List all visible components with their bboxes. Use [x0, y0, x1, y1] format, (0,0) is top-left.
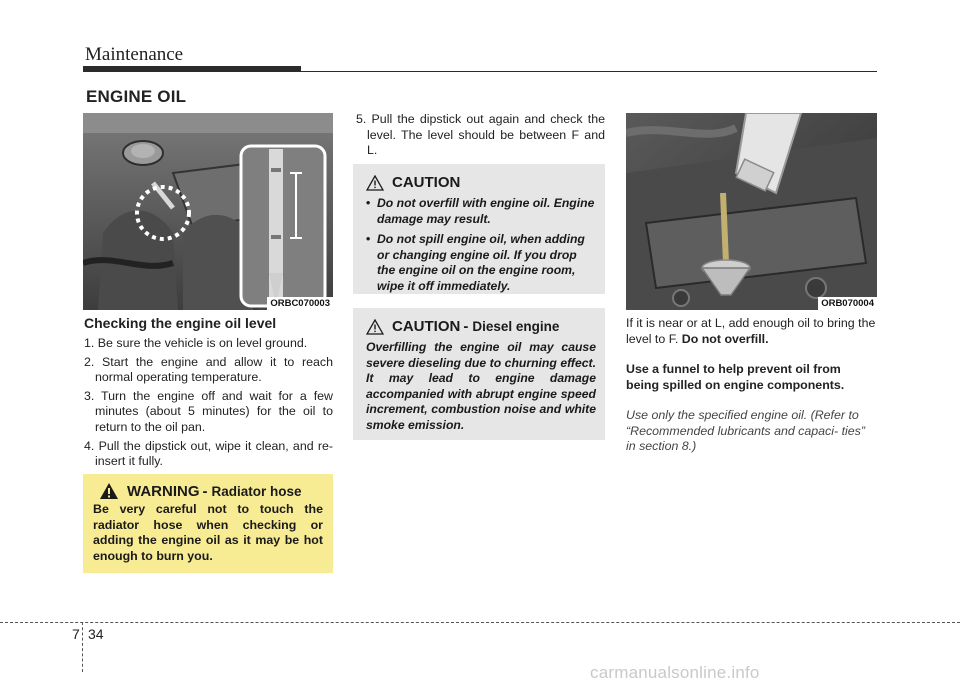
paragraph-funnel: Use a funnel to help prevent oil from being spilled on engine components.: [626, 362, 845, 392]
header-rule: [301, 71, 877, 72]
step-item: 1. Be sure the vehicle is on level ground.: [84, 336, 308, 350]
do-not-overfill: Do not overfill.: [681, 331, 769, 346]
section-title: Maintenance: [85, 44, 184, 65]
image-code-left: ORBC070003: [267, 297, 333, 310]
warning-word: WARNING: [127, 482, 200, 500]
oil-funnel-image: [626, 113, 877, 310]
paragraph-specified-oil: Use only the specified engine oil. (Refer to “Recommended lubricants and capaci- ties” in section 8.): [626, 408, 865, 454]
caution-separator: -: [463, 318, 469, 335]
header-bar: [83, 66, 301, 72]
step-item: 4. Pull the dipstick out, wipe it clean, and re-insert it fully.: [84, 438, 333, 469]
step-5: 5. Pull the dipstick out again and check the level. The level should be between F and L.: [356, 112, 605, 158]
warning-body: Be very careful not to touch the radiator hose when checking or adding the engine oil as it may be hot enough to burn you.: [93, 502, 323, 563]
page-heading: ENGINE OIL: [86, 87, 187, 106]
warning-separator: -: [202, 482, 208, 500]
caution-body: Overfilling the engine oil may cause severe dieseling due to churning effect. It may lead to engine damage accompanied with abrupt engine speed increment, combustion noise and white smoke emission.: [366, 340, 596, 432]
watermark: carmanualsonline.info: [590, 663, 760, 682]
step-item: 2. Start the engine and allow it to reach normal operating temperature.: [84, 354, 333, 385]
image-code-right: ORB070004: [818, 297, 877, 310]
footer-rule: [0, 622, 960, 623]
subheading: Checking the engine oil level: [84, 315, 277, 331]
caution-title: [366, 318, 596, 335]
caution-triangle-icon: [366, 175, 384, 191]
caution-diesel-box: [353, 308, 605, 440]
engine-dipstick-image: [83, 113, 333, 310]
caution-box: [353, 164, 605, 294]
caution-subject: Diesel engine: [472, 319, 560, 334]
warning-triangle-icon: [99, 482, 119, 500]
paragraph-add-oil: [626, 316, 877, 347]
caution-title: [366, 174, 596, 191]
caution-triangle-icon: [366, 319, 384, 335]
step-item: 3. Turn the engine off and wait for a few minutes (about 5 minutes) for the oil to return to the oil pan.: [84, 388, 333, 434]
caution-word: CAUTION: [392, 174, 461, 191]
caution-item: • Do not overfill with engine oil. Engine damage may result.: [366, 196, 596, 227]
warning-title: [99, 482, 323, 500]
footer-divider: [82, 622, 83, 672]
caution-list: [366, 196, 596, 295]
steps-list: [84, 336, 333, 473]
paragraph-add-oil-text: If it is near or at L, add enough oil to bring the level to F.: [626, 316, 876, 346]
caution-word: CAUTION: [392, 318, 461, 335]
page-number: 34: [88, 626, 104, 642]
caution-item: • Do not spill engine oil, when adding or changing engine oil. If you drop the engine oil on the engine room, wipe it off immediately.: [366, 232, 596, 294]
chapter-number: 7: [72, 626, 80, 642]
warning-box: [83, 474, 333, 573]
warning-subject: Radiator hose: [211, 483, 302, 499]
